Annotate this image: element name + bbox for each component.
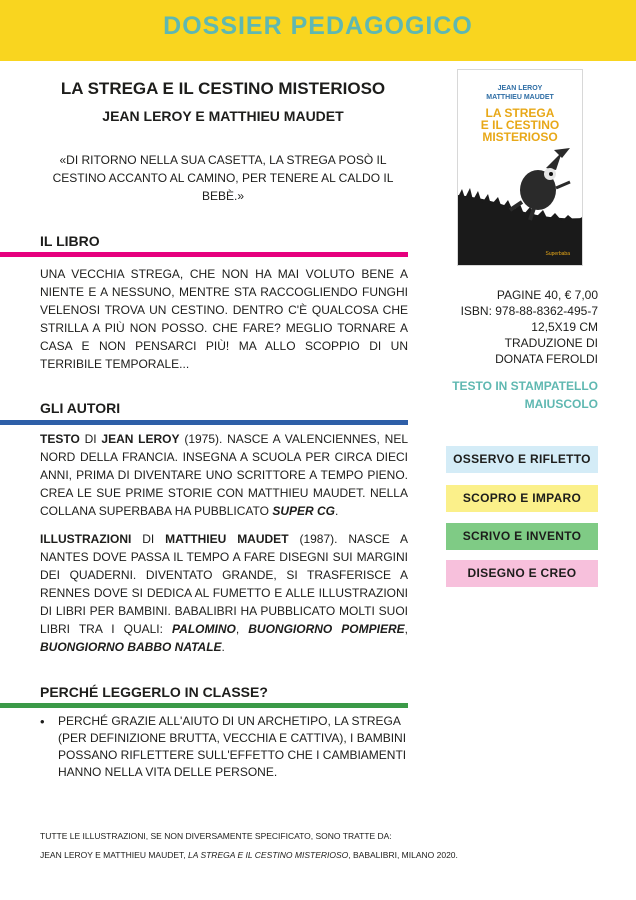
book-ref-pompiere: BUONGIORNO POMPIERE bbox=[248, 622, 405, 636]
footer-credits-title: LA STREGA E IL CESTINO MISTERIOSO bbox=[188, 850, 349, 860]
section-heading-autori: GLI AUTORI bbox=[40, 400, 121, 416]
book-title: LA STREGA E IL CESTINO MISTERIOSO bbox=[60, 79, 386, 98]
legend-scopro-imparo: SCOPRO E IMPARO bbox=[446, 485, 598, 512]
bullet-icon: • bbox=[40, 714, 45, 729]
book-pages-price: PAGINE 40, € 7,00 bbox=[496, 288, 598, 302]
header-banner bbox=[0, 0, 636, 61]
section-heading-libro: IL LIBRO bbox=[40, 233, 100, 249]
book-translator: DONATA FEROLDI bbox=[495, 352, 598, 366]
author-name-leroy: JEAN LEROY bbox=[101, 432, 180, 446]
book-isbn: ISBN: 978-88-8362-495-7 bbox=[460, 304, 598, 318]
cover-title-line1: LA STREGA bbox=[485, 106, 555, 120]
section-text-perche: PERCHÉ GRAZIE ALL'AIUTO DI UN ARCHETIPO, LA STREGA (PER DEFINIZIONE BRUTTA, VECCHIA E CATTIVA), I BAMBINI POSSANO RIFLETTERE SULL'EFFETTO CHE I CAMBIAMENTI HANNO NELLA VITA DELLE PERSONE. bbox=[58, 714, 407, 779]
author-bio-leroy: (1975). NASCE A VALENCIENNES, NEL NORD DELLA FRANCIA. INSEGNA A SCUOLA PER CIRCA DIECI ANNI, PRIMA DI DIVENTARE UNO SCRITTORE A TEMPO PIENO. CREA LE SUE PRIME STORIE CON MATTHIEU MAUDET. NELLA COLLANA SUPERBABA HA PUBBLICATO bbox=[40, 432, 408, 518]
footer-credits-publisher: , BABALIBRI, MILANO 2020. bbox=[348, 850, 458, 860]
legend-scrivo-invento: SCRIVO E INVENTO bbox=[446, 523, 598, 550]
footer-credits-line2 bbox=[40, 850, 458, 860]
author-bio-end: . bbox=[335, 504, 339, 518]
book-info bbox=[418, 287, 598, 367]
book-quote: «DI RITORNO NELLA SUA CASETTA, LA STREGA POSÒ IL CESTINO ACCANTO AL CAMINO, PER TENERE AL CALDO IL BEBÈ.» bbox=[52, 153, 394, 203]
section-heading-perche: PERCHÉ LEGGERLO IN CLASSE? bbox=[40, 684, 268, 700]
book-ref-super-cg: SUPER CG bbox=[272, 504, 336, 518]
author-di: DI bbox=[142, 532, 155, 546]
separator: , bbox=[235, 622, 240, 636]
legend-osservo-rifletto: OSSERVO E RIFLETTO bbox=[446, 446, 598, 473]
section-text-libro: UNA VECCHIA STREGA, CHE NON HA MAI VOLUTO BENE A NIENTE E A NESSUNO, MENTRE STA RACCOGLIENDO FUNGHI VELENOSI TROVA UN CESTINO. DENTRO C'È QUALCOSA CHE STRILLA A PIÙ NON POSSO. CHE FARE? MEGLIO TORNARE A CASA E NON PENSARCI PIÙ! MA ALLO SCOPPIO DI UN TERRIBILE TEMPORALE... bbox=[40, 267, 408, 371]
caps-note bbox=[418, 377, 598, 413]
cover-publisher-logo: Superbaba bbox=[545, 251, 570, 257]
author-di: DI bbox=[84, 432, 97, 446]
book-ref-palomino: PALOMINO bbox=[172, 622, 236, 636]
caps-note-line2: MAIUSCOLO bbox=[524, 397, 598, 411]
cover-author bbox=[458, 84, 582, 102]
footer-credits-authors: JEAN LEROY E MATTHIEU MAUDET, bbox=[40, 850, 186, 860]
book-authors: JEAN LEROY E MATTHIEU MAUDET bbox=[102, 108, 344, 124]
book-ref-babbo-natale: BUONGIORNO BABBO NATALE bbox=[40, 640, 222, 654]
caps-note-line1: TESTO IN STAMPATELLO bbox=[452, 379, 598, 393]
book-translation-label: TRADUZIONE DI bbox=[504, 336, 598, 350]
cover-title bbox=[458, 107, 582, 143]
author-bio-maudet: (1987). NASCE A NANTES DOVE PASSA IL TEMPO A FARE DISEGNI SUI MARGINI DEI QUADERNI. DIVENTATO GRANDE, SI TRASFERISCE A RENNES DOVE SI DEDICA AL FUMETTO E ALLE ILLUSTRAZIONI DI LIBRI PER BAMBINI. BABALIBRI HA PUBBLICATO MOLTI SUOI LIBRI TRA I QUALI: bbox=[40, 532, 408, 636]
author-label-testo: TESTO bbox=[40, 432, 80, 446]
legend-disegno-creo: DISEGNO E CREO bbox=[446, 560, 598, 587]
section-bar-autori bbox=[0, 420, 408, 425]
author-label-illustrazioni: ILLUSTRAZIONI bbox=[40, 532, 132, 546]
footer-credits-line1: TUTTE LE ILLUSTRAZIONI, SE NON DIVERSAMENTE SPECIFICATO, SONO TRATTE DA: bbox=[40, 831, 392, 841]
author-name-maudet: MATTHIEU MAUDET bbox=[165, 532, 289, 546]
book-cover-image bbox=[457, 69, 583, 266]
author-paragraph-maudet bbox=[40, 530, 408, 656]
section-bar-libro bbox=[0, 252, 408, 257]
author-bio-end: . bbox=[221, 640, 225, 654]
page-title: DOSSIER PEDAGOGICO bbox=[163, 12, 473, 40]
cover-author-line2: MATTHIEU MAUDET bbox=[486, 94, 554, 101]
section-bar-perche bbox=[0, 703, 408, 708]
cover-title-line3: MISTERIOSO bbox=[482, 130, 558, 144]
author-paragraph-leroy bbox=[40, 430, 408, 520]
cover-title-line2: E IL CESTINO bbox=[480, 118, 560, 132]
book-size: 12,5X19 CM bbox=[531, 320, 598, 334]
separator: , bbox=[404, 622, 408, 636]
cover-author-line1: JEAN LEROY bbox=[497, 85, 543, 92]
